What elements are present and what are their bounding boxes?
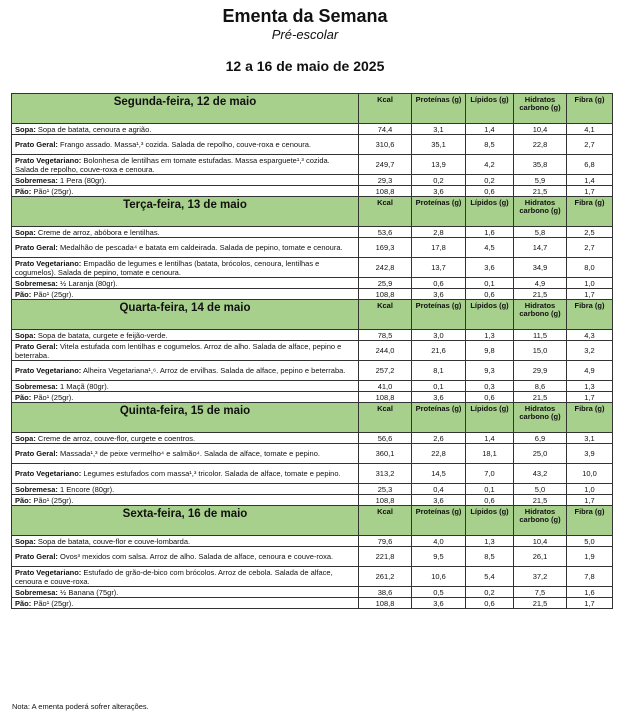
menu-row (12, 186, 613, 197)
dish-text: 1 Maçã (80gr). (57, 381, 109, 391)
footer-note: Nota: A ementa poderá sofrer alterações. (12, 702, 149, 711)
nutrient-value-fib: 1,0 (567, 484, 613, 495)
nutrient-value-fib: 1,7 (567, 495, 613, 506)
nutrient-value-fib: 4,3 (567, 330, 613, 341)
nutrient-value-lip: 9,3 (466, 361, 514, 381)
menu-row (12, 361, 613, 381)
nutrient-value-prot: 8,1 (412, 361, 466, 381)
nutrient-value-hc: 25,0 (514, 444, 567, 464)
nutrient-value-fib: 3,1 (567, 433, 613, 444)
dish-description (12, 330, 359, 341)
nutrient-value-kcal: 25,3 (359, 484, 412, 495)
dish-label: Prato Vegetariano: (15, 366, 82, 375)
menu-row (12, 392, 613, 403)
dish-description (12, 567, 359, 587)
nutrient-value-kcal: 108,8 (359, 289, 412, 300)
nutrient-value-kcal: 56,6 (359, 433, 412, 444)
dish-description (12, 361, 359, 381)
dish-label: Pão: (15, 186, 32, 196)
menu-row (12, 124, 613, 135)
dish-text: 1 Encore (80gr). (57, 484, 115, 494)
nutrient-value-prot: 4,0 (412, 536, 466, 547)
nutrient-value-fib: 1,7 (567, 598, 613, 609)
nutrient-value-prot: 9,5 (412, 547, 466, 567)
column-header: Kcal (359, 403, 412, 433)
dish-description (12, 381, 359, 392)
nutrient-value-lip: 1,4 (466, 433, 514, 444)
day-title: Quinta-feira, 15 de maio (12, 403, 359, 433)
nutrient-value-kcal: 249,7 (359, 155, 412, 175)
menu-row (12, 135, 613, 155)
menu-table (11, 93, 613, 609)
nutrient-value-hc: 43,2 (514, 464, 567, 484)
day-title: Segunda-feira, 12 de maio (12, 94, 359, 124)
nutrient-value-prot: 3,6 (412, 289, 466, 300)
column-header: Proteínas (g) (412, 94, 466, 124)
nutrient-value-kcal: 74,4 (359, 124, 412, 135)
dish-label: Sopa: (15, 227, 36, 237)
dish-text: Sopa de batata, cenoura e agrião. (35, 124, 152, 134)
dish-label: Sobremesa: (15, 175, 58, 185)
nutrient-value-hc: 7,5 (514, 587, 567, 598)
nutrient-value-lip: 0,6 (466, 598, 514, 609)
column-header: Proteínas (g) (412, 197, 466, 227)
nutrient-value-fib: 2,7 (567, 135, 613, 155)
dish-description (12, 227, 359, 238)
nutrient-value-lip: 9,8 (466, 341, 514, 361)
column-header: Fibra (g) (567, 197, 613, 227)
dish-text: Creme de arroz, abóbora e lentilhas. (35, 227, 160, 237)
dish-text: Bolonhesa de lentilhas em tomate estufadas. Massa esparguete¹,³ cozida. Salada de repolho, couve-roxa e cenoura. (15, 155, 330, 174)
column-header: Hidratos carbono (g) (514, 506, 567, 536)
dish-text: Sopa de batata, curgete e feijão-verde. (35, 330, 168, 340)
nutrient-value-fib: 7,8 (567, 567, 613, 587)
nutrient-value-hc: 26,1 (514, 547, 567, 567)
column-header: Hidratos carbono (g) (514, 197, 567, 227)
column-header: Kcal (359, 94, 412, 124)
dish-label: Prato Vegetariano: (15, 469, 82, 478)
dish-label: Sopa: (15, 124, 36, 134)
dish-text: Frango assado. Massa¹,³ cozida. Salada de repolho, couve-roxa e cenoura. (57, 140, 311, 149)
nutrient-value-prot: 21,6 (412, 341, 466, 361)
nutrient-value-prot: 3,6 (412, 392, 466, 403)
nutrient-value-hc: 29,9 (514, 361, 567, 381)
nutrient-value-kcal: 221,8 (359, 547, 412, 567)
nutrient-value-hc: 21,5 (514, 598, 567, 609)
nutrient-value-hc: 21,5 (514, 495, 567, 506)
nutrient-value-lip: 0,1 (466, 484, 514, 495)
nutrient-value-lip: 0,6 (466, 289, 514, 300)
menu-row (12, 598, 613, 609)
nutrient-value-lip: 4,5 (466, 238, 514, 258)
nutrient-value-prot: 0,5 (412, 587, 466, 598)
nutrient-value-hc: 21,5 (514, 392, 567, 403)
nutrient-value-hc: 21,5 (514, 186, 567, 197)
menu-row (12, 495, 613, 506)
dish-description (12, 484, 359, 495)
nutrient-value-fib: 4,9 (567, 361, 613, 381)
nutrient-value-lip: 5,4 (466, 567, 514, 587)
dish-text: Medalhão de pescada⁴ e batata em caldeirada. Salada de pepino, tomate e cenoura. (57, 243, 343, 252)
dish-description (12, 135, 359, 155)
column-header: Fibra (g) (567, 403, 613, 433)
column-header: Lípidos (g) (466, 506, 514, 536)
dish-description (12, 598, 359, 609)
menu-row (12, 155, 613, 175)
nutrient-value-kcal: 78,5 (359, 330, 412, 341)
dish-text: Pão¹ (25gr). (31, 289, 74, 299)
dish-label: Sopa: (15, 536, 36, 546)
nutrient-value-lip: 1,6 (466, 227, 514, 238)
dish-text: Creme de arroz, couve-flor, curgete e coentros. (35, 433, 196, 443)
day-title: Quarta-feira, 14 de maio (12, 300, 359, 330)
dish-description (12, 444, 359, 464)
column-header: Proteínas (g) (412, 506, 466, 536)
dish-text: Pão¹ (25gr). (31, 186, 74, 196)
dish-text: Legumes estufados com massa¹,³ tricolor. Salada de alface, tomate e pepino. (81, 469, 341, 478)
nutrient-value-lip: 0,2 (466, 587, 514, 598)
column-header: Lípidos (g) (466, 197, 514, 227)
nutrient-value-kcal: 108,8 (359, 186, 412, 197)
nutrient-value-fib: 1,6 (567, 587, 613, 598)
nutrient-value-lip: 1,3 (466, 536, 514, 547)
nutrient-value-kcal: 310,6 (359, 135, 412, 155)
dish-label: Pão: (15, 598, 32, 608)
nutrient-value-hc: 37,2 (514, 567, 567, 587)
page-subtitle: Pré-escolar (271, 27, 339, 42)
day-header-row (12, 506, 613, 536)
nutrient-value-kcal: 261,2 (359, 567, 412, 587)
dish-description (12, 341, 359, 361)
nutrient-value-fib: 2,5 (567, 227, 613, 238)
nutrient-value-prot: 14,5 (412, 464, 466, 484)
dish-label: Prato Geral: (15, 552, 58, 561)
dish-description (12, 278, 359, 289)
menu-row (12, 258, 613, 278)
column-header: Lípidos (g) (466, 300, 514, 330)
nutrient-value-prot: 3,0 (412, 330, 466, 341)
nutrient-value-lip: 0,6 (466, 495, 514, 506)
nutrient-value-prot: 0,1 (412, 381, 466, 392)
column-header: Kcal (359, 300, 412, 330)
menu-row (12, 330, 613, 341)
dish-label: Pão: (15, 289, 32, 299)
dish-text: Pão¹ (25gr). (31, 495, 74, 505)
nutrient-value-prot: 35,1 (412, 135, 466, 155)
nutrient-value-prot: 0,2 (412, 175, 466, 186)
nutrient-value-hc: 10,4 (514, 536, 567, 547)
nutrient-value-hc: 34,9 (514, 258, 567, 278)
nutrient-value-hc: 11,5 (514, 330, 567, 341)
nutrient-value-kcal: 108,8 (359, 495, 412, 506)
column-header: Hidratos carbono (g) (514, 300, 567, 330)
nutrient-value-fib: 1,3 (567, 381, 613, 392)
dish-text: Sopa de batata, couve-flor e couve-lombarda. (35, 536, 191, 546)
nutrient-value-prot: 13,7 (412, 258, 466, 278)
nutrient-value-prot: 2,6 (412, 433, 466, 444)
nutrient-value-lip: 0,1 (466, 278, 514, 289)
column-header: Lípidos (g) (466, 403, 514, 433)
nutrient-value-fib: 1,9 (567, 547, 613, 567)
column-header: Fibra (g) (567, 94, 613, 124)
day-title: Terça-feira, 13 de maio (12, 197, 359, 227)
nutrient-value-fib: 3,9 (567, 444, 613, 464)
nutrient-value-prot: 22,8 (412, 444, 466, 464)
nutrient-value-prot: 13,9 (412, 155, 466, 175)
nutrient-value-lip: 7,0 (466, 464, 514, 484)
dish-label: Prato Vegetariano: (15, 155, 82, 165)
nutrient-value-kcal: 169,3 (359, 238, 412, 258)
dish-text: Estufado de grão-de-bico com brócolos. Arroz de cebola. Salada de alface, cenoura e couve-roxa. (15, 567, 333, 586)
dish-text: Empadão de legumes e lentilhas (batata, brócolos, cenoura, lentilhas e cogumelos). Salada de pepino, tomate e cenoura. (15, 258, 320, 277)
dish-label: Pão: (15, 392, 32, 402)
column-header: Hidratos carbono (g) (514, 403, 567, 433)
column-header: Lípidos (g) (466, 94, 514, 124)
day-title: Sexta-feira, 16 de maio (12, 506, 359, 536)
nutrient-value-prot: 3,6 (412, 495, 466, 506)
nutrient-value-lip: 0,6 (466, 186, 514, 197)
nutrient-value-kcal: 38,6 (359, 587, 412, 598)
nutrient-value-fib: 3,2 (567, 341, 613, 361)
dish-label: Sopa: (15, 330, 36, 340)
column-header: Fibra (g) (567, 300, 613, 330)
nutrient-value-kcal: 79,6 (359, 536, 412, 547)
menu-row (12, 536, 613, 547)
nutrient-value-fib: 1,7 (567, 392, 613, 403)
nutrient-value-prot: 3,1 (412, 124, 466, 135)
dish-label: Prato Vegetariano: (15, 258, 82, 268)
day-header-row (12, 300, 613, 330)
page-title: Ementa da Semana (222, 6, 388, 26)
dish-description (12, 392, 359, 403)
day-header-row (12, 94, 613, 124)
nutrient-value-hc: 15,0 (514, 341, 567, 361)
menu-row (12, 227, 613, 238)
nutrient-value-hc: 5,8 (514, 227, 567, 238)
dish-text: 1 Pera (80gr). (57, 175, 107, 185)
dish-description (12, 464, 359, 484)
nutrient-value-kcal: 25,9 (359, 278, 412, 289)
dish-label: Sopa: (15, 433, 36, 443)
nutrient-value-lip: 0,3 (466, 381, 514, 392)
nutrient-value-kcal: 257,2 (359, 361, 412, 381)
nutrient-value-prot: 17,8 (412, 238, 466, 258)
nutrient-value-prot: 10,6 (412, 567, 466, 587)
nutrient-value-kcal: 108,8 (359, 598, 412, 609)
dish-text: Massada¹,³ de peixe vermelho⁴ e salmão⁴. Salada de alface, tomate e pepino. (57, 449, 320, 458)
nutrient-value-kcal: 29,3 (359, 175, 412, 186)
dish-description (12, 155, 359, 175)
nutrient-value-fib: 1,4 (567, 175, 613, 186)
nutrient-value-hc: 6,9 (514, 433, 567, 444)
nutrient-value-hc: 8,6 (514, 381, 567, 392)
menu-row (12, 567, 613, 587)
dish-label: Sobremesa: (15, 381, 58, 391)
menu-row (12, 238, 613, 258)
dish-text: Ovos³ mexidos com salsa. Arroz de alho. Salada de alface, cenoura e couve-roxa. (57, 552, 334, 561)
dish-label: Pão: (15, 495, 32, 505)
menu-row (12, 381, 613, 392)
dish-description (12, 495, 359, 506)
dish-label: Prato Geral: (15, 341, 58, 351)
dish-label: Prato Geral: (15, 449, 58, 458)
column-header: Kcal (359, 506, 412, 536)
menu-row (12, 464, 613, 484)
column-header: Fibra (g) (567, 506, 613, 536)
nutrient-value-hc: 35,8 (514, 155, 567, 175)
nutrient-value-hc: 4,9 (514, 278, 567, 289)
menu-row (12, 175, 613, 186)
nutrient-value-hc: 10,4 (514, 124, 567, 135)
dish-description (12, 186, 359, 197)
menu-row (12, 278, 613, 289)
column-header: Proteínas (g) (412, 300, 466, 330)
nutrient-value-lip: 8,5 (466, 135, 514, 155)
menu-row (12, 547, 613, 567)
dish-description (12, 289, 359, 300)
dish-label: Prato Geral: (15, 140, 58, 149)
nutrient-value-prot: 0,4 (412, 484, 466, 495)
dish-text: Vitela estufada com lentilhas e cogumelos. Arroz de alho. Salada de alface, pepino e beterraba. (15, 341, 342, 360)
nutrient-value-kcal: 242,8 (359, 258, 412, 278)
nutrient-value-prot: 3,6 (412, 598, 466, 609)
menu-row (12, 289, 613, 300)
nutrient-value-lip: 0,2 (466, 175, 514, 186)
nutrient-value-hc: 14,7 (514, 238, 567, 258)
dish-label: Sobremesa: (15, 278, 58, 288)
nutrient-value-lip: 1,4 (466, 124, 514, 135)
dish-label: Prato Vegetariano: (15, 567, 82, 577)
dish-description (12, 547, 359, 567)
dish-text: ½ Laranja (80gr). (57, 278, 118, 288)
nutrient-value-fib: 2,7 (567, 238, 613, 258)
dish-description (12, 587, 359, 598)
nutrient-value-fib: 1,0 (567, 278, 613, 289)
dish-label: Prato Geral: (15, 243, 58, 252)
dish-description (12, 124, 359, 135)
nutrient-value-lip: 1,3 (466, 330, 514, 341)
dish-description (12, 433, 359, 444)
nutrient-value-kcal: 244,0 (359, 341, 412, 361)
menu-row (12, 433, 613, 444)
day-header-row (12, 403, 613, 433)
nutrient-value-lip: 4,2 (466, 155, 514, 175)
nutrient-value-hc: 5,0 (514, 484, 567, 495)
nutrient-value-fib: 4,1 (567, 124, 613, 135)
menu-row (12, 341, 613, 361)
nutrient-value-lip: 18,1 (466, 444, 514, 464)
column-header: Hidratos carbono (g) (514, 94, 567, 124)
date-range: 12 a 16 de maio de 2025 (225, 58, 385, 74)
nutrient-value-prot: 0,6 (412, 278, 466, 289)
dish-description (12, 258, 359, 278)
dish-text: Pão¹ (25gr). (31, 392, 74, 402)
nutrient-value-prot: 3,6 (412, 186, 466, 197)
menu-row (12, 587, 613, 598)
nutrient-value-kcal: 41,0 (359, 381, 412, 392)
nutrient-value-hc: 22,8 (514, 135, 567, 155)
dish-text: Pão¹ (25gr). (31, 598, 74, 608)
nutrient-value-kcal: 360,1 (359, 444, 412, 464)
nutrient-value-fib: 10,0 (567, 464, 613, 484)
dish-text: ½ Banana (75gr). (57, 587, 119, 597)
column-header: Kcal (359, 197, 412, 227)
dish-description (12, 175, 359, 186)
day-header-row (12, 197, 613, 227)
column-header: Proteínas (g) (412, 403, 466, 433)
nutrient-value-hc: 5,9 (514, 175, 567, 186)
nutrient-value-lip: 0,6 (466, 392, 514, 403)
nutrient-value-kcal: 108,8 (359, 392, 412, 403)
dish-label: Sobremesa: (15, 587, 58, 597)
dish-label: Sobremesa: (15, 484, 58, 494)
nutrient-value-hc: 21,5 (514, 289, 567, 300)
nutrient-value-fib: 1,7 (567, 186, 613, 197)
nutrient-value-fib: 6,8 (567, 155, 613, 175)
nutrient-value-lip: 3,6 (466, 258, 514, 278)
nutrient-value-fib: 5,0 (567, 536, 613, 547)
nutrient-value-prot: 2,8 (412, 227, 466, 238)
dish-text: Alheira Vegetariana¹,⁶. Arroz de ervilhas. Salada de alface, pepino e beterraba. (81, 366, 346, 375)
nutrient-value-fib: 8,0 (567, 258, 613, 278)
nutrient-value-lip: 8,5 (466, 547, 514, 567)
dish-description (12, 536, 359, 547)
nutrient-value-fib: 1,7 (567, 289, 613, 300)
menu-row (12, 484, 613, 495)
nutrient-value-kcal: 313,2 (359, 464, 412, 484)
nutrient-value-kcal: 53,6 (359, 227, 412, 238)
dish-description (12, 238, 359, 258)
menu-row (12, 444, 613, 464)
